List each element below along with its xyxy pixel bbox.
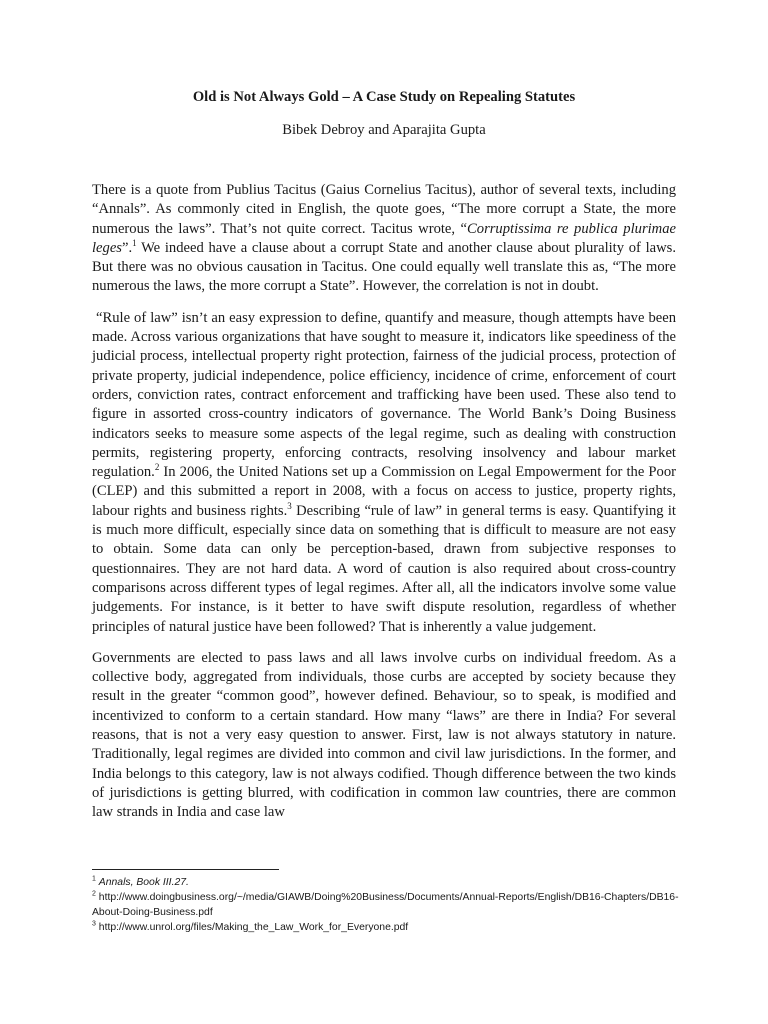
footnote-1: [92, 875, 692, 890]
footnote-divider: [92, 869, 279, 870]
footnote-ref-2[interactable]: 2: [154, 462, 160, 473]
document-authors: Bibek Debroy and Aparajita Gupta: [282, 122, 486, 138]
footnote-ref-3[interactable]: 3: [287, 500, 292, 511]
paragraph-2-text-a: “Rule of law” isn’t an easy expression to define, quantify and measure, though attempts have been made. Across various organizations that have sought to measure it, indicators like speediness of the judicial process, intellectual property right protection, fairness of the judicial process, protection of private property, judicial independence, police efficiency, incidence of crime, enforcement of court orders, conviction rates, contract enforcement and trafficking have been used. These also tend to figure in assorted cross-country indicators of governance. The World Bank’s Doing Business indicators seeks to measure some aspects of the legal regime, such as dealing with construction permits, registering property, enforcing contracts, resolving insolvency and labour market regulation.: [92, 309, 676, 481]
footnote-text: Annals, Book III.27.: [98, 877, 189, 888]
footnote-number: 2: [92, 890, 96, 898]
footnote-2: [92, 890, 692, 920]
paragraph-1: [92, 181, 676, 297]
document-title: Old is Not Always Gold – A Case Study on Repealing Statutes: [192, 89, 576, 105]
paragraph-2: [92, 309, 676, 637]
footnote-link[interactable]: http://www.unrol.org/files/Making_the_Law_Work_for_Everyone.pdf: [98, 922, 409, 933]
footnote-number: 1: [92, 875, 96, 883]
document-body: [92, 181, 676, 823]
footnote-ref-1[interactable]: 1: [132, 238, 137, 249]
footnote-number: 3: [92, 920, 96, 928]
footnotes: [92, 875, 692, 935]
paragraph-2-text-c: Describing “rule of law” in general terms is easy. Quantifying it is much more difficult, especially since data on something that is difficult to measure are not easy to obtain. Some data can only be perception-based, drawn from subjective responses to questionnaires. They are not hard data. A word of caution is also required about cross-country comparisons across different types of legal regimes. After all, all the indicators involve some value judgements. For instance, is it better to have swift dispute resolution, regardless of whether principles of natural justice have been followed? That is inherently a value judgement.: [92, 502, 676, 635]
paragraph-1-text-a: There is a quote from Publius Tacitus (Gaius Cornelius Tacitus), author of several texts, including “Annals”. As commonly cited in English, the quote goes, “The more corrupt a State, the more numerous the laws”. That’s not quite correct. Tacitus wrote, “: [92, 182, 676, 237]
paragraph-1-text-c: We indeed have a clause about a corrupt State and another clause about plurality of laws. But there was no obvious causation in Tacitus. One could equally well translate this as, “The more numerous the laws, the more corrupt a State”. However, the correlation is not in doubt.: [92, 239, 676, 295]
paragraph-3: Governments are elected to pass laws and all laws involve curbs on individual freedom. As a collective body, aggregated from individuals, those curbs are accepted by society because they result in the greater “common good”, however defined. Behaviour, so to speak, is modified and incentivized to conform to a certain standard. How many “laws” are there in India? For several reasons, that is not a very easy question to answer. First, law is not always statutory in nature. Traditionally, legal regimes are divided into common and civil law jurisdictions. In the former, and India belongs to this category, law is not always codified. Though difference between the two kinds of jurisdictions is getting blurred, with codification in common law countries, there are common law strands in India and case law: [92, 649, 676, 821]
paragraph-2-text-b: In 2006, the United Nations set up a Commission on Legal Empowerment for the Poor (CLEP) and this submitted a report in 2008, with a focus on access to justice, property rights, labour rights and business rights.: [92, 464, 676, 519]
paragraph-1-text-b: ”.: [122, 239, 133, 256]
latin-quote: Corruptissima re publica plurimae leges: [92, 220, 676, 256]
footnote-3: [92, 920, 692, 935]
footnote-link[interactable]: http://www.doingbusiness.org/~/media/GIAWB/Doing%20Business/Documents/Annual-Reports/English/DB16-Chapters/DB16-About-Doing-Business.pdf: [92, 892, 679, 918]
